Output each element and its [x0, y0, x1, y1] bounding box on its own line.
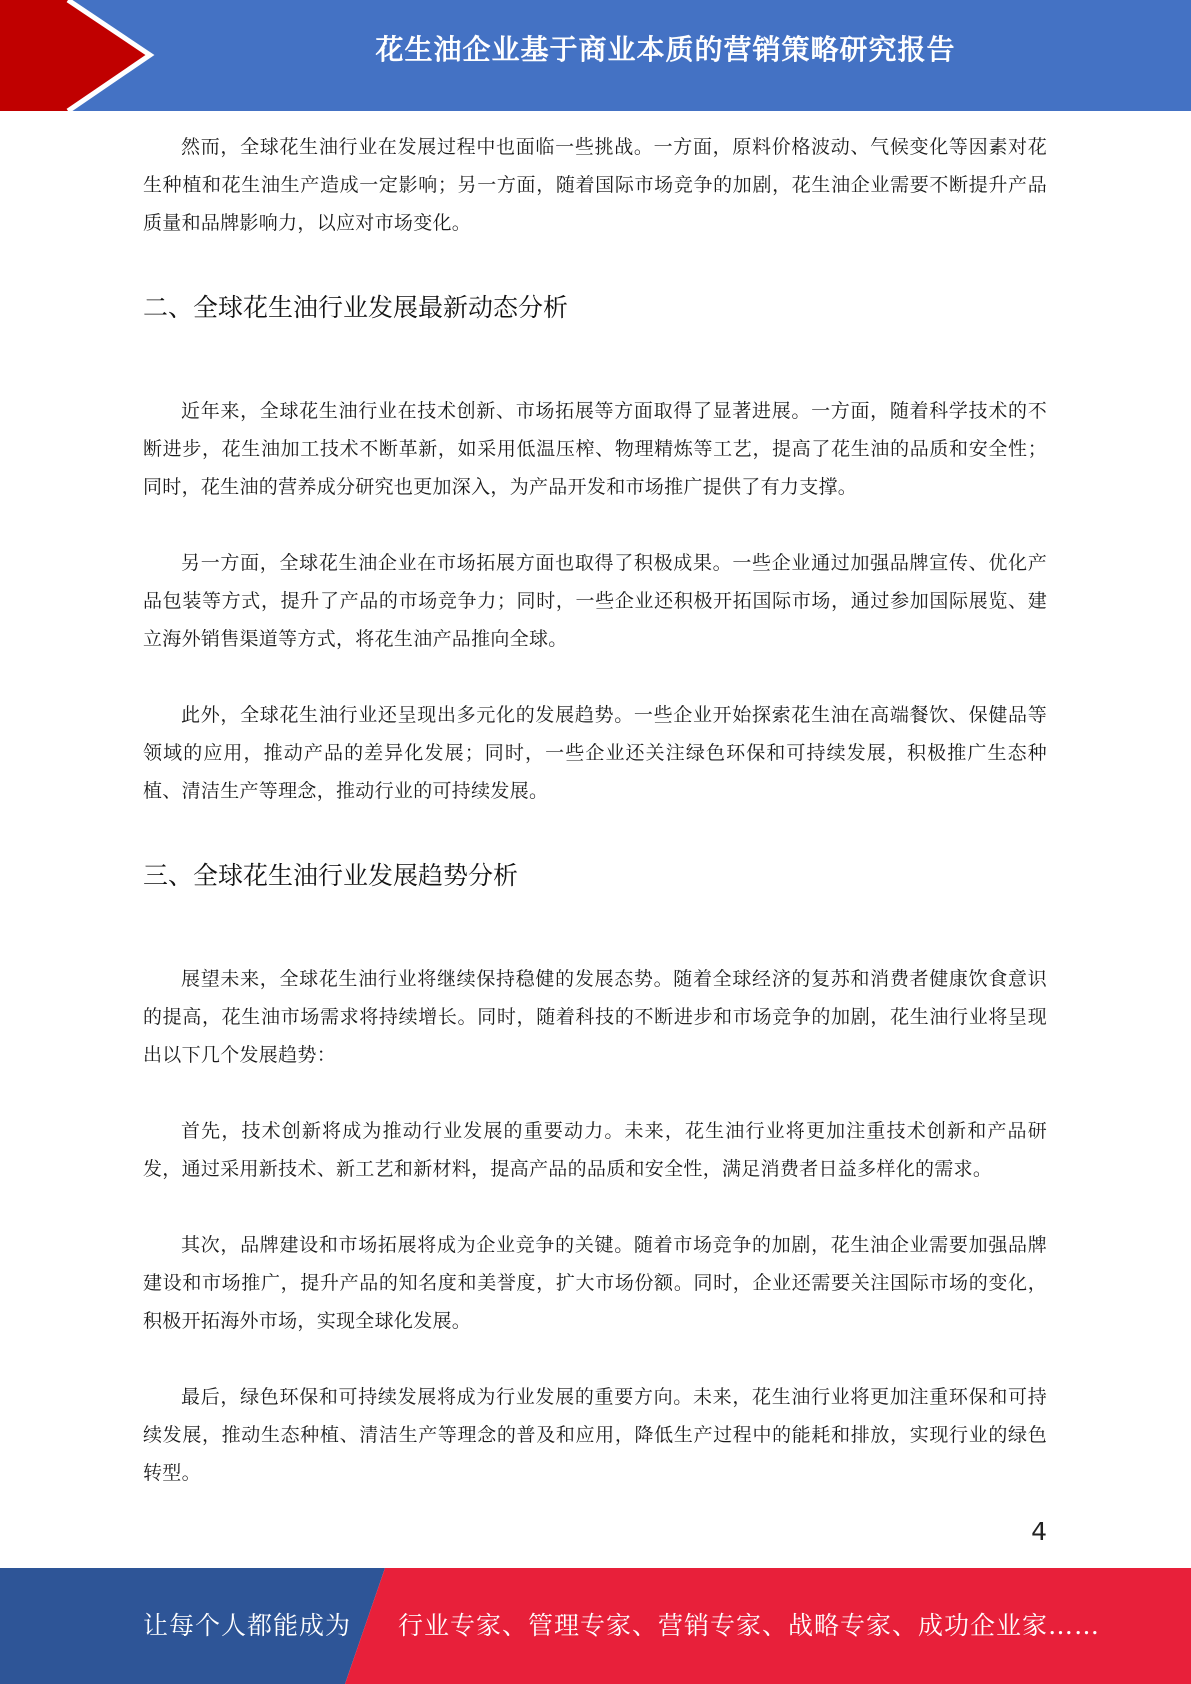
page-number: 4	[1031, 1517, 1047, 1546]
paragraph: 另一方面，全球花生油企业在市场拓展方面也取得了积极成果。一些企业通过加强品牌宣传、优化产品包装等方式，提升了产品的市场竞争力；同时，一些企业还积极开拓国际市场，通过参加国际展览、建立海外销售渠道等方式，将花生油产品推向全球。	[143, 552, 1047, 650]
page-footer	[0, 1568, 1191, 1684]
section-heading-3: 三、全球花生油行业发展趋势分析	[143, 861, 519, 890]
paragraph: 此外，全球花生油行业还呈现出多元化的发展趋势。一些企业开始探索花生油在高端餐饮、保健品等领域的应用，推动产品的差异化发展；同时，一些企业还关注绿色环保和可持续发展，积极推广生态种植、清洁生产等理念，推动行业的可持续发展。	[143, 704, 1047, 802]
section-heading-2: 二、全球花生油行业发展最新动态分析	[143, 293, 569, 322]
paragraph: 近年来，全球花生油行业在技术创新、市场拓展等方面取得了显著进展。一方面，随着科学技术的不断进步，花生油加工技术不断革新，如采用低温压榨、物理精炼等工艺，提高了花生油的品质和安全性；同时，花生油的营养成分研究也更加深入，为产品开发和市场推广提供了有力支撑。	[143, 400, 1047, 498]
paragraph: 展望未来，全球花生油行业将继续保持稳健的发展态势。随着全球经济的复苏和消费者健康饮食意识的提高，花生油市场需求将持续增长。同时，随着科技的不断进步和市场竞争的加剧，花生油行业将呈现出以下几个发展趋势：	[143, 968, 1047, 1066]
footer-slogan-left: 让每个人都能成为	[143, 1611, 352, 1640]
paragraph: 然而，全球花生油行业在发展过程中也面临一些挑战。一方面，原料价格波动、气候变化等因素对花生种植和花生油生产造成一定影响；另一方面，随着国际市场竞争的加剧，花生油企业需要不断提升产品质量和品牌影响力，以应对市场变化。	[143, 136, 1047, 234]
report-title: 花生油企业基于商业本质的营销策略研究报告	[375, 33, 956, 66]
document-body	[143, 128, 1047, 1492]
paragraph: 首先，技术创新将成为推动行业发展的重要动力。未来，花生油行业将更加注重技术创新和产品研发，通过采用新技术、新工艺和新材料，提高产品的品质和安全性，满足消费者日益多样化的需求。	[143, 1120, 1047, 1180]
chevron-arrow-icon	[0, 0, 160, 111]
page-header	[0, 0, 1191, 111]
paragraph: 最后，绿色环保和可持续发展将成为行业发展的重要方向。未来，花生油行业将更加注重环保和可持续发展，推动生态种植、清洁生产等理念的普及和应用，降低生产过程中的能耗和排放，实现行业的绿色转型。	[143, 1386, 1047, 1484]
footer-slogan-right: 行业专家、管理专家、营销专家、战略专家、成功企业家……	[398, 1611, 1101, 1640]
paragraph: 其次，品牌建设和市场拓展将成为企业竞争的关键。随着市场竞争的加剧，花生油企业需要加强品牌建设和市场推广，提升产品的知名度和美誉度，扩大市场份额。同时，企业还需要关注国际市场的变化，积极开拓海外市场，实现全球化发展。	[143, 1234, 1047, 1332]
